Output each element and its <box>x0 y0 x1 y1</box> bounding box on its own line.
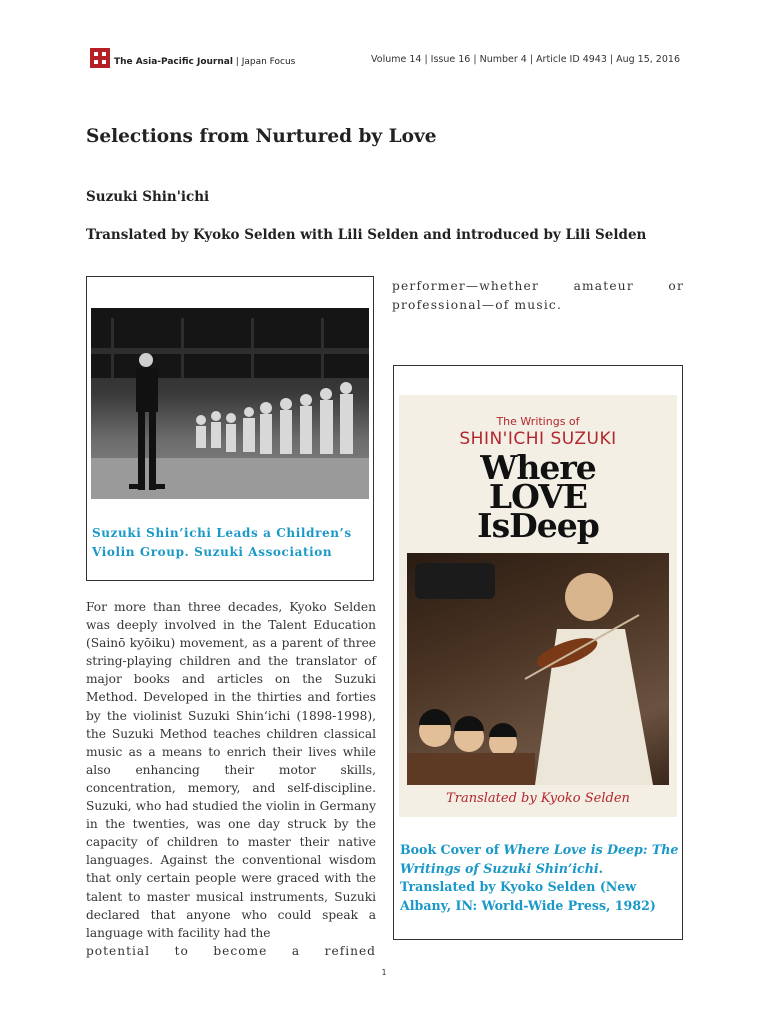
article-author: Suzuki Shin'ichi <box>86 189 210 205</box>
translator-credit: Translated by Kyoko Selden with Lili Selden and introduced by Lili Selden <box>86 227 647 243</box>
figure1-caption: Suzuki Shin’ichi Leads a Children’s Violin Group. Suzuki Association <box>92 526 352 559</box>
body-paragraph-last-line: potential to become a refined <box>86 943 376 958</box>
cover-title: Where LOVE IsDeep <box>477 448 599 545</box>
figure2-caption: Book Cover of Where Love is Deep: The Writings of Suzuki Shin’ichi. Translated by Kyoko Selden (New Albany, IN: World-Wide Press, 1982) <box>400 842 679 913</box>
cover-translator: Translated by Kyoko Selden <box>446 791 630 806</box>
article-title: Selections from Nurtured by Love <box>86 126 437 147</box>
body-paragraph: For more than three decades, Kyoko Selden was deeply involved in the Talent Education (Sainō kyōiku) movement, as a parent of three string-playing children and the translator of major books and articles on the Suzuki Method. Developed in the thirties and forties by the violinist Suzuki Shin‘ichi (1898-1998), the Suzuki Method teaches children classical music as a means to enrich their lives while also enhancing their motor skills, concentration, memory, and self-discipline. Suzuki, who had studied the violin in Germany in the twenties, was one day struck by the capacity of children to master their native languages. Against the conventional wisdom that only certain people were graced with the talent to master musical instruments, Suzuki declared that anyone who could speak a language with facility had the potential to become a refined <box>86 598 376 960</box>
cover-photo-suzuki <box>407 553 669 785</box>
figure-book-cover <box>393 365 683 940</box>
issue-info: Volume 14 | Issue 16 | Number 4 | Article ID 4943 | Aug 15, 2016 <box>371 54 680 65</box>
figure-violin-group <box>86 276 374 581</box>
cover-author-name: SHIN'ICHI SUZUKI <box>459 429 617 449</box>
book-cover-image <box>399 395 677 817</box>
cover-subtitle: The Writings of <box>496 415 580 428</box>
body-paragraph-continued: performer—whether amateur or professional—of music. <box>392 279 684 312</box>
journal-logo-icon <box>90 48 110 68</box>
violin-group-photo <box>91 308 369 499</box>
journal-name: The Asia-Pacific Journal | Japan Focus <box>114 57 296 67</box>
page-number: 1 <box>381 968 387 977</box>
journal-logo <box>90 48 295 68</box>
